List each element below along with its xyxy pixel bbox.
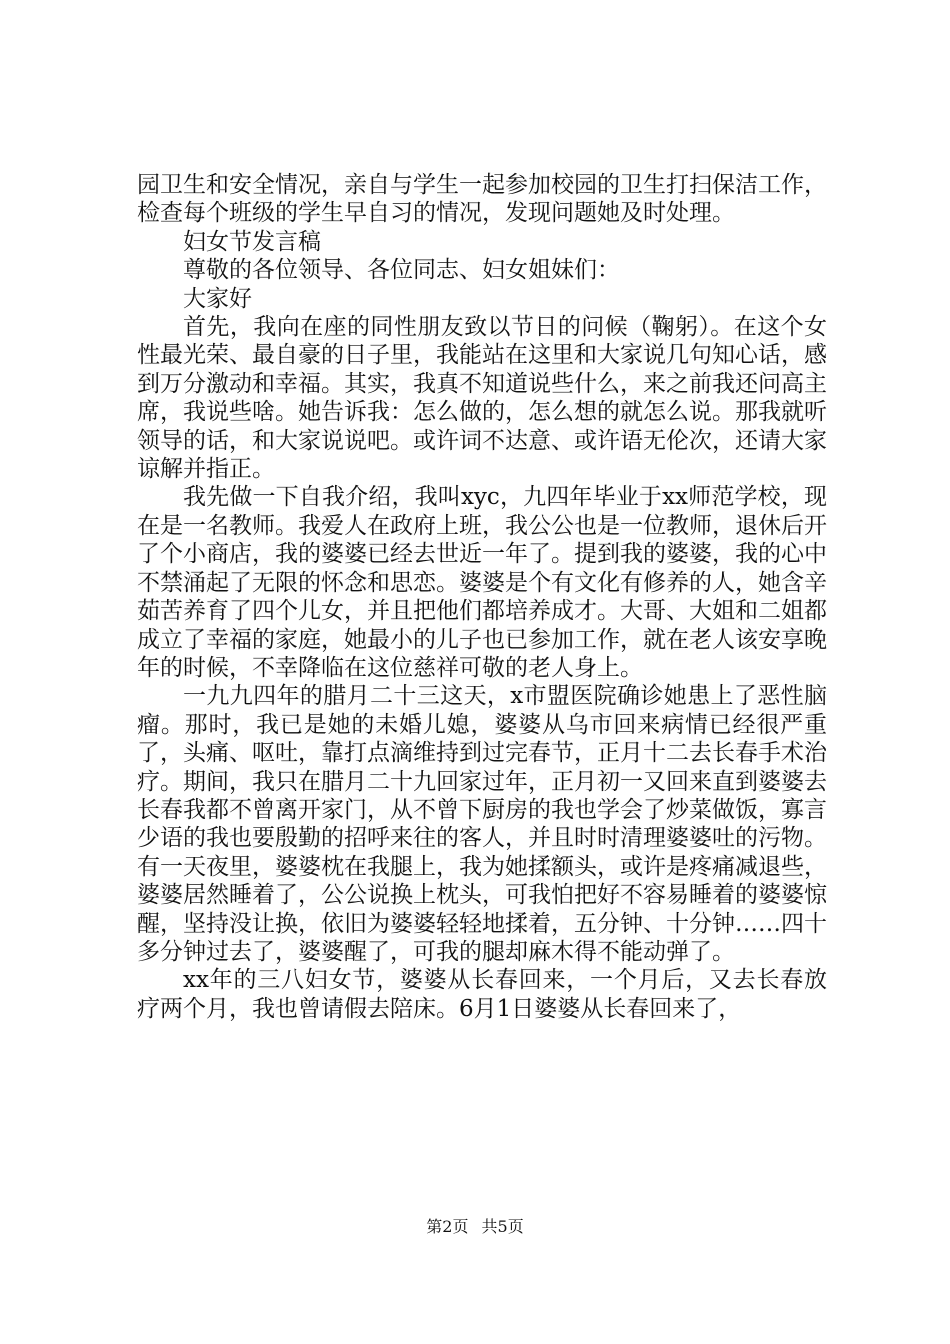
paragraph-opening: 首先，我向在座的同性朋友致以节日的问候（鞠躬）。在这个女性最光荣、最自豪的日子里，我能站在这里和大家说几句知心话，感到万分激动和幸福。其实，我真不知道说些什么，来之前我还问高主席，我说些啥。她告诉我：怎么做的，怎么想的就怎么说。那我就听领导的话，和大家说说吧。或许词不达意、或许语无伦次，还请大家谅解并指正。 [137, 314, 827, 483]
paragraph-illness: 一九九四年的腊月二十三这天，x市盟医院确诊她患上了恶性脑瘤。那时，我已是她的未婚儿媳，婆婆从乌市回来病情已经很严重了，头痛、呕吐，靠打点滴维持到过完春节，正月十二去长春手术治疗。期间，我只在腊月二十九回家过年，正月初一又回来直到婆婆去长春我都不曾离开家门，从不曾下厨房的我也学会了炒菜做饭，寡言少语的我也要殷勤的招呼来往的客人，并且时时清理婆婆吐的污物。有一天夜里，婆婆枕在我腿上，我为她揉额头，或许是疼痛减退些，婆婆居然睡着了，公公说换上枕头，可我怕把好不容易睡着的婆婆惊醒，坚持没让换，依旧为婆婆轻轻地揉着，五分钟、十分钟……四十多分钟过去了，婆婆醒了，可我的腿却麻木得不能动弹了。 [137, 683, 827, 965]
greeting: 大家好 [183, 285, 252, 312]
speech-title: 妇女节发言稿 [183, 228, 321, 255]
salutation: 尊敬的各位领导、各位同志、妇女姐妹们： [183, 257, 620, 284]
paragraph-1: 园卫生和安全情况，亲自与学生一起参加校园的卫生打扫保洁工作，检查每个班级的学生早自习的情况，发现问题她及时处理。 [137, 172, 827, 227]
page-total: 共5页 [481, 1217, 524, 1236]
page-number: 第2页 [426, 1217, 469, 1236]
document-body [137, 171, 827, 1023]
paragraph-womens-day: xx年的三八妇女节，婆婆从长春回来，一个月后，又去长春放疗两个月，我也曾请假去陪床。6月1日婆婆从长春回来了， [137, 967, 827, 1022]
paragraph-self-intro: 我先做一下自我介绍，我叫xyc，九四年毕业于xx师范学校，现在是一名教师。我爱人在政府上班，我公公也是一位教师，退休后开了个小商店，我的婆婆已经去世近一年了。提到我的婆婆，我的心中不禁涌起了无限的怀念和思恋。婆婆是个有文化有修养的人，她含辛茹苦养育了四个儿女，并且把他们都培养成才。大哥、大姐和二姐都成立了幸福的家庭，她最小的儿子也已参加工作，就在老人该安享晚年的时候，不幸降临在这位慈祥可敬的老人身上。 [137, 484, 827, 681]
page-footer [0, 1214, 950, 1237]
